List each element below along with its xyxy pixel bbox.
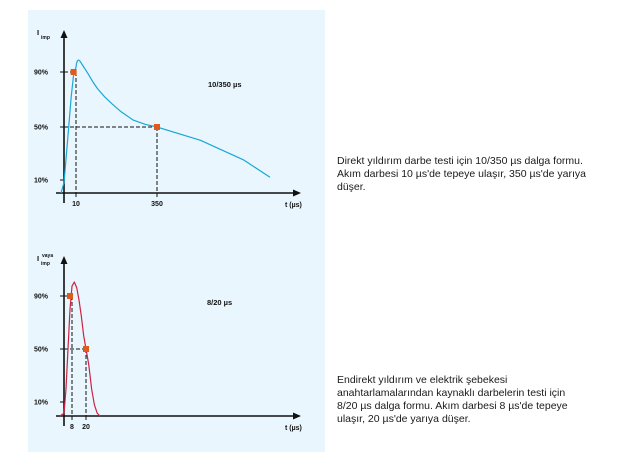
caption-bottom: Endirekt yıldırım ve elektrik şebekesi anahtarlamalarından kaynaklı darbelerin testi için 8/20 µs dalga formu. Akım darbesi 8 µs'de tepeye ulaşır, 20 µs'de yarıya düşer. bbox=[337, 374, 568, 425]
y-axis-label-sub: imp bbox=[41, 35, 50, 41]
x-axis-label: t (µs) bbox=[285, 425, 302, 432]
x-axis-arrow bbox=[293, 190, 301, 197]
x-axis-label: t (µs) bbox=[285, 202, 302, 209]
data-marker bbox=[154, 124, 160, 130]
y-tick-label: 90% bbox=[34, 69, 49, 77]
data-marker bbox=[71, 69, 77, 75]
y-axis-label-sup: vaya bbox=[42, 253, 54, 259]
waveform-annotation: 8/20 µs bbox=[207, 298, 233, 307]
waveform-annotation: 10/350 µs bbox=[208, 80, 242, 89]
y-tick-label: 50% bbox=[34, 124, 49, 132]
x-tick-label: 20 bbox=[82, 424, 90, 431]
y-tick-label: 10% bbox=[34, 399, 49, 407]
x-axis-arrow bbox=[293, 413, 301, 420]
y-axis-arrow bbox=[61, 30, 68, 38]
y-tick-label: 90% bbox=[34, 293, 49, 301]
y-tick-label: 10% bbox=[34, 177, 49, 185]
x-tick-label: 350 bbox=[151, 201, 163, 208]
x-tick-label: 8 bbox=[70, 424, 74, 431]
y-axis-label-sub: imp bbox=[41, 261, 50, 267]
y-axis-label: I bbox=[37, 254, 40, 263]
y-axis-arrow bbox=[61, 256, 68, 264]
x-tick-label: 10 bbox=[72, 201, 80, 208]
y-axis-label: I bbox=[37, 28, 40, 37]
data-marker bbox=[83, 346, 89, 352]
data-marker bbox=[67, 293, 73, 299]
caption-top: Direkt yıldırım darbe testi için 10/350 µs dalga formu. Akım darbesi 10 µs'de tepeye ulaşır, 350 µs'de yarıya düşer. bbox=[337, 155, 586, 193]
y-tick-label: 50% bbox=[34, 346, 49, 354]
